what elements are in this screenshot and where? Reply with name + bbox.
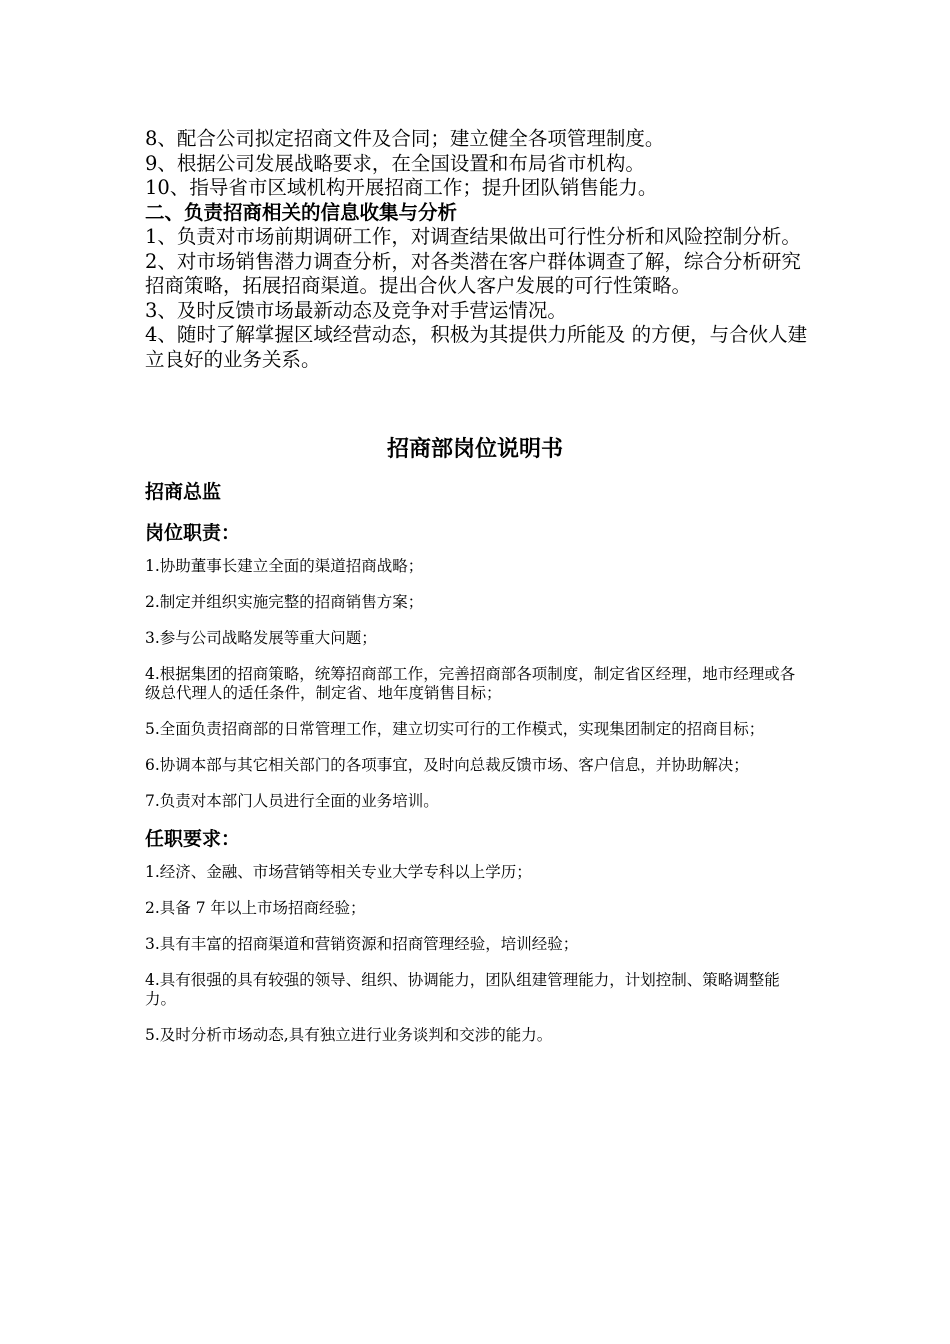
duty-item: 2.制定并组织实施完整的招商销售方案； bbox=[145, 593, 424, 611]
duty-item: 5.全面负责招商部的日常管理工作，建立切实可行的工作模式，实现集团制定的招商目标； bbox=[145, 720, 765, 738]
requirement-item: 2.具备 7 年以上市场招商经验； bbox=[145, 899, 366, 917]
duty-item: 4.根据集团的招商策略，统筹招商部工作，完善招商部各项制度，制定省区经理，地市经理或各级总代理人的适任条件，制定省、地年度销售目标； bbox=[145, 665, 796, 702]
requirement-item: 1.经济、金融、市场营销等相关专业大学专科以上学历； bbox=[145, 863, 532, 881]
duty-item: 3.参与公司战略发展等重大问题； bbox=[145, 629, 377, 647]
requirement-item: 3.具有丰富的招商渠道和营销资源和招商管理经验，培训经验； bbox=[145, 935, 579, 953]
duty-item: 7.负责对本部门人员进行全面的业务培训。 bbox=[145, 792, 439, 810]
document-title: 招商部岗位说明书 bbox=[386, 437, 563, 462]
list-item: 3、及时反馈市场最新动态及竞争对手营运情况。 bbox=[145, 298, 567, 322]
list-item: 2、对市场销售潜力调查分析，对各类潜在客户群体调查了解，综合分析研究招商策略，拓展招商渠道。提出合伙人客户发展的可行性策略。 bbox=[145, 249, 801, 297]
requirement-item: 4.具有很强的具有较强的领导、组织、协调能力，团队组建管理能力，计划控制、策略调整能力。 bbox=[145, 971, 780, 1008]
duties-heading: 岗位职责： bbox=[145, 522, 241, 544]
list-item: 1、负责对市场前期调研工作，对调查结果做出可行性分析和风险控制分析。 bbox=[145, 225, 801, 248]
list-item: 4、随时了解掌握区域经营动态，积极为其提供力所能及 的方便，与合伙人建立良好的业务关系。 bbox=[145, 323, 808, 371]
duty-item: 1.协助董事长建立全面的渠道招商战略； bbox=[145, 557, 424, 575]
duty-item: 6.协调本部与其它相关部门的各项事宜，及时向总裁反馈市场、客户信息，并协助解决； bbox=[145, 756, 749, 774]
role-title: 招商总监 bbox=[145, 481, 222, 503]
list-item: 10、指导省市区域机构开展招商工作；提升团队销售能力。 bbox=[145, 176, 658, 199]
section-heading: 二、负责招商相关的信息收集与分析 bbox=[145, 200, 458, 224]
list-item: 8、配合公司拟定招商文件及合同；建立健全各项管理制度。 bbox=[145, 127, 665, 150]
previous-section-continuation bbox=[145, 127, 820, 372]
list-item: 9、根据公司发展战略要求，在全国设置和布局省市机构。 bbox=[145, 151, 645, 175]
job-description bbox=[145, 480, 810, 1062]
requirement-item: 5.及时分析市场动态,具有独立进行业务谈判和交涉的能力。 bbox=[145, 1026, 553, 1044]
requirements-heading: 任职要求： bbox=[145, 828, 241, 850]
